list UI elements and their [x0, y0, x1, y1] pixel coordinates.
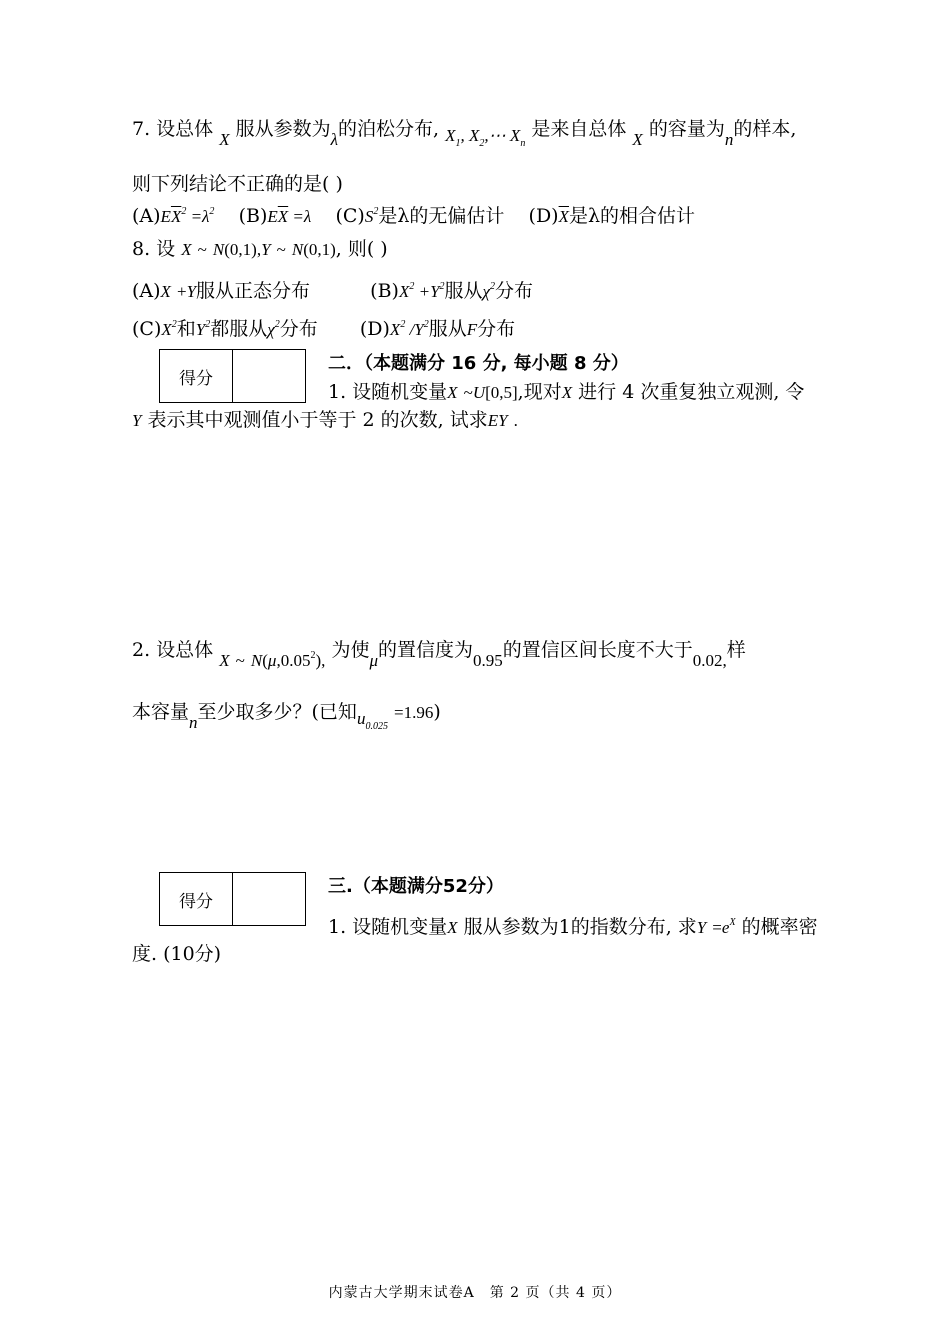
- q8-line1: 8. 设 X ~ N(0,1),Y ~ N(0,1), 则( ): [132, 238, 388, 260]
- q8-options-cd: $(C)X^2$和$Y^2$都服从$\chi^2$分布 $(D)X^2$ $/Y^2$服从F分布: [132, 318, 516, 340]
- q7-line2: 则下列结论不正确的是( ): [132, 173, 343, 195]
- score-box-section2: [159, 349, 306, 403]
- section2-q1-line1: 1. 设随机变量X ~U[0,5],现对X 进行 4 次重复独立观测, 令: [328, 381, 805, 403]
- section2-q2-line2: 本容量n至少取多少？(已知$u_{0.025} =1.96$): [132, 701, 441, 732]
- score-field[interactable]: [233, 350, 306, 403]
- score-label: 得分: [160, 350, 233, 403]
- section3-q1-line2: 度. (10分): [132, 943, 222, 965]
- score-field[interactable]: [233, 873, 306, 926]
- section3-q1-line1: 1. 设随机变量X 服从参数为1的指数分布, 求$Y =e^X$ 的概率密: [328, 916, 818, 938]
- q8-options-ab: (A)X +Y服从正态分布 $(B)X^2 +Y^2$服从$\chi^2$分布: [132, 280, 534, 302]
- q7-options: $(A)E\overline{X}^2 =\lambda^2$ $(B)E\overline{X} =\lambda$ $(C)S^2$是λ的无偏估计 $(D)\overline{X}$是λ的相合估计: [132, 205, 696, 227]
- score-label: 得分: [160, 873, 233, 926]
- section2-heading: 二．（本题满分 16 分, 每小题 8 分）: [328, 353, 629, 374]
- section2-q2-line1: 2. 设总体 X ~ N(μ,0.05$^2$), 为使μ的置信度为0.95的置信区间长度不大于0.02,样: [132, 639, 746, 670]
- section3-heading: 三.（本题满分52分）: [328, 876, 504, 897]
- q7-line1: 7. 设总体 X 服从参数为λ的泊松分布, $X_1$, $X_2,\cdots$ $X_n$ 是来自总体 X 的容量为n的样本,: [132, 118, 797, 149]
- score-box-section3: [159, 872, 306, 926]
- page-footer: 内蒙古大学期末试卷A 第 2 页（共 4 页）: [328, 1285, 622, 1301]
- section2-q1-line2: Y 表示其中观测值小于等于 2 的次数, 试求EY .: [132, 409, 518, 431]
- sample-expr: $X_1$, $X_2,\cdots$ $X_n$: [445, 126, 526, 149]
